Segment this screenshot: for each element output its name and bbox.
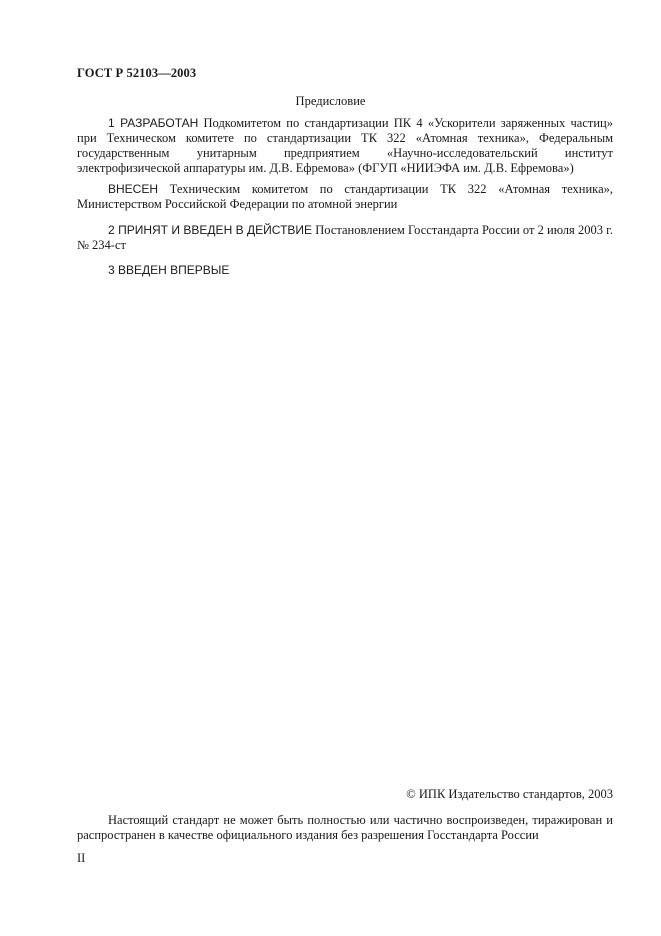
paragraph-adopted-lead: 2 ПРИНЯТ И ВВЕДЕН В ДЕЙСТВИЕ [108,223,313,237]
reproduction-notice: Настоящий стандарт не может быть полностью или частично воспроизведен, тиражирован и распространен в качестве официального издания без разрешения Госстандарта России [77,813,613,842]
paragraph-submitted [77,182,613,212]
paragraph-submitted-lead: ВНЕСЕН [108,182,159,196]
paragraph-developed-text: Подкомитетом по стандартизации ПК 4 «Ускорители заряженных частиц» при Техническом комитете по стандартизации ТК 322 «Атомная техника», Федеральным государственным унитарным предприятием «Научно-исследовательский институт электрофизической аппаратуры им. Д.В. Ефремова» (ФГУП «НИИЭФА им. Д.В. Ефремова») [77,116,613,175]
paragraph-adopted-text: Постановлением Госстандарта России от 2 июля 2003 г. № 234-ст [77,223,613,252]
copyright-line: © ИПК Издательство стандартов, 2003 [406,787,613,801]
paragraph-submitted-text: Техническим комитетом по стандартизации ТК 322 «Атомная техника», Министерством Российской Федерации по атомной энергии [77,182,613,211]
paragraph-developed-lead: 1 РАЗРАБОТАН [108,116,199,130]
paragraph-developed [77,116,613,176]
paragraph-introduced [77,263,613,278]
document-code-header: ГОСТ Р 52103—2003 [77,66,197,80]
paragraph-introduced-lead: 3 ВВЕДЕН ВПЕРВЫЕ [108,263,230,277]
page-number: II [77,851,86,865]
paragraph-adopted [77,223,613,253]
section-title: Предисловие [295,94,366,108]
